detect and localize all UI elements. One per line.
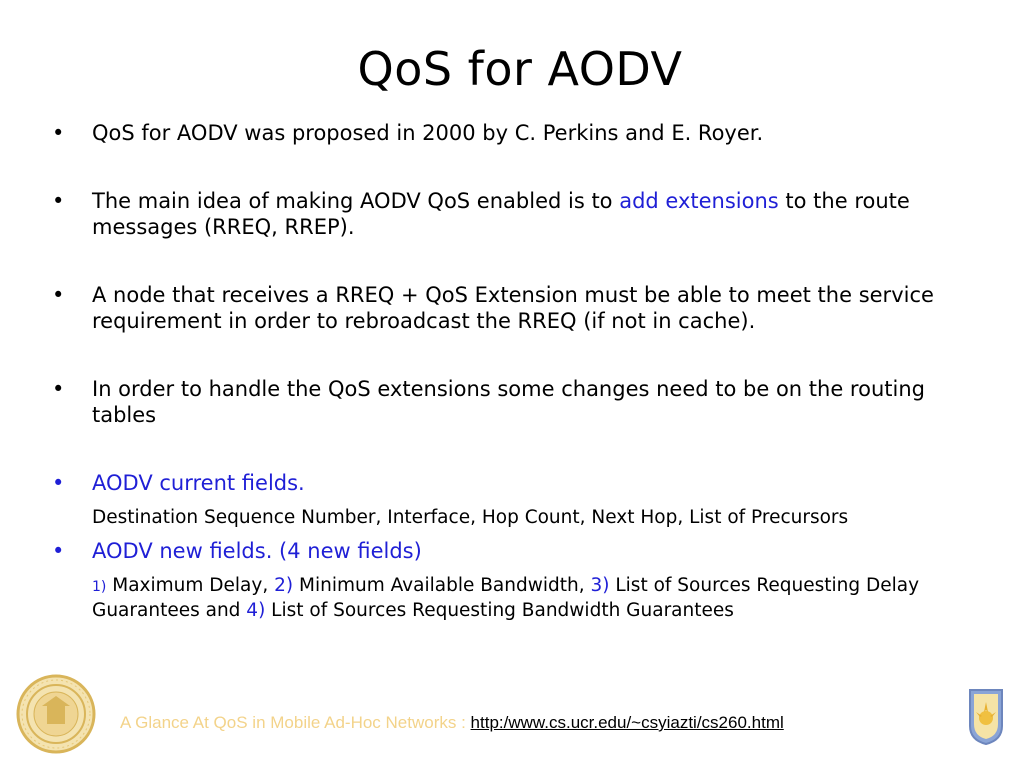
bullet-text: AODV new fields. (4 new fields) [92, 539, 422, 563]
footer-link[interactable]: http:/www.cs.ucr.edu/~csyiazti/cs260.html [470, 713, 784, 732]
field-number: 3) [590, 575, 610, 596]
field-number: 4) [246, 600, 266, 621]
bullet-text: QoS for AODV was proposed in 2000 by C. Perkins and E. Royer. [92, 121, 764, 145]
university-seal-icon [16, 674, 96, 754]
bullet-text: to the route messages (RREQ, RREP). [92, 189, 910, 239]
bullet-marker: • [52, 121, 65, 145]
field-number: 1) [92, 579, 107, 595]
slide-title: QoS for AODV [357, 42, 683, 96]
field-text: Maximum Delay, [106, 575, 275, 596]
bullet-item [52, 538, 982, 564]
bullet-marker: • [52, 377, 65, 401]
bullet-item [52, 376, 982, 428]
footer-text: A Glance At QoS in Mobile Ad-Hoc Networks : [120, 713, 471, 732]
bullet-marker: • [52, 471, 65, 495]
shield-logo-icon [968, 688, 1004, 746]
footer [120, 713, 784, 733]
bullet-marker: • [52, 189, 65, 213]
bullet-item [52, 188, 982, 240]
sub-text [52, 574, 982, 623]
bullet-marker: • [52, 283, 65, 307]
bullet-item [52, 282, 982, 334]
field-number: 2) [274, 575, 294, 596]
bullet-text: The main idea of making AODV QoS enabled is to [92, 189, 620, 213]
bullet-list [52, 120, 982, 621]
field-text: List of Sources Requesting Delay Guarantees and [92, 575, 920, 621]
bullet-marker: • [52, 539, 65, 563]
sub-text: Destination Sequence Number, Interface, Hop Count, Next Hop, List of Precursors [92, 507, 849, 528]
bullet-text: AODV current fields. [92, 471, 305, 495]
bullet-text: In order to handle the QoS extensions some changes need to be on the routing tables [92, 377, 925, 427]
bullet-item [52, 120, 982, 146]
field-text: Minimum Available Bandwidth, [293, 575, 591, 596]
field-text: List of Sources Requesting Bandwidth Guarantees [265, 600, 734, 621]
bullet-item [52, 470, 982, 496]
bullet-highlight: add extensions [619, 189, 779, 213]
bullet-text: A node that receives a RREQ + QoS Extension must be able to meet the service requirement in order to rebroadcast the RREQ (if not in cache). [92, 283, 934, 333]
